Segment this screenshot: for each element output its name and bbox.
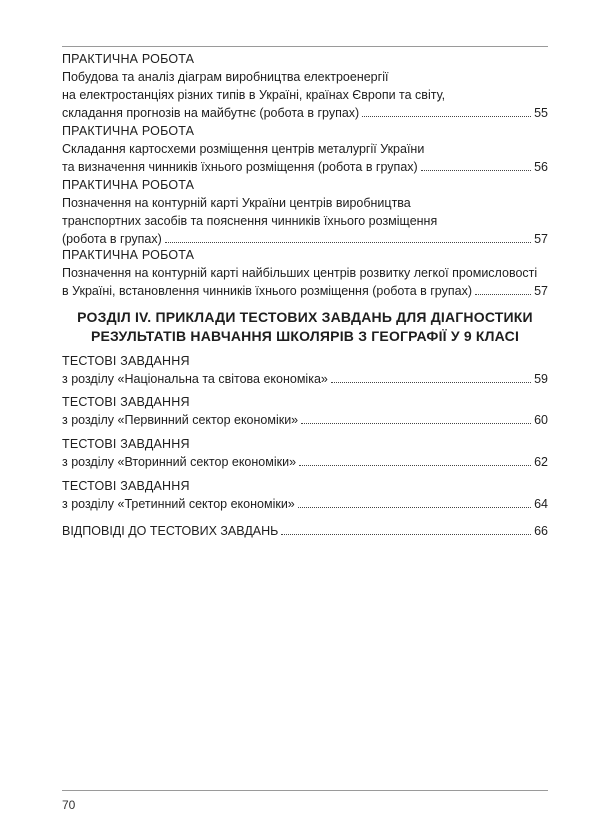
entry-text-line: на електростанціях різних типів в Україні, країнах Європи та світу, [62, 88, 446, 102]
top-rule [62, 46, 548, 47]
entry-heading: ПРАКТИЧНА РОБОТА [62, 52, 195, 66]
dot-leader [299, 465, 531, 466]
entry-text-line: (робота в групах) [62, 232, 162, 246]
page-ref: 57 [534, 284, 548, 298]
entry-text-line: та визначення чинників їхнього розміщення (робота в групах) [62, 160, 418, 174]
dot-leader [421, 170, 531, 171]
section-title-line: РЕЗУЛЬТАТІВ НАВЧАННЯ ШКОЛЯРІВ З ГЕОГРАФІЇ У 9 КЛАСІ [90, 328, 520, 344]
entry-last-line [62, 158, 548, 176]
entry-heading: ТЕСТОВІ ЗАВДАННЯ [62, 354, 190, 368]
dot-leader [301, 423, 531, 424]
entry-last-line [62, 453, 548, 471]
page-ref: 60 [534, 413, 548, 427]
section-title [62, 308, 548, 346]
entry-text-line: з розділу «Третинний сектор економіки» [62, 497, 295, 511]
page-ref: 57 [534, 232, 548, 246]
toc-entry-test-2[interactable] [62, 393, 548, 429]
toc-entry-test-1[interactable] [62, 352, 548, 388]
entry-text-line: в Україні, встановлення чинників їхнього розміщення (робота в групах) [62, 284, 472, 298]
entry-heading: ТЕСТОВІ ЗАВДАННЯ [62, 395, 190, 409]
toc-entry-practical-4[interactable] [62, 246, 548, 300]
toc-entry-practical-2[interactable] [62, 122, 548, 176]
entry-last-line [62, 495, 548, 513]
entry-last-line [62, 282, 548, 300]
entry-heading: ПРАКТИЧНА РОБОТА [62, 248, 195, 262]
dot-leader [331, 382, 531, 383]
entry-heading: ПРАКТИЧНА РОБОТА [62, 178, 195, 192]
toc-entry-test-3[interactable] [62, 435, 548, 471]
entry-text-line: ВІДПОВІДІ ДО ТЕСТОВИХ ЗАВДАНЬ [62, 524, 279, 538]
entry-last-line [62, 370, 548, 388]
page-ref: 62 [534, 455, 548, 469]
toc-entry-answers[interactable] [62, 522, 548, 540]
entry-heading: ТЕСТОВІ ЗАВДАННЯ [62, 437, 190, 451]
toc-entry-practical-3[interactable] [62, 176, 548, 248]
toc-entry-test-4[interactable] [62, 477, 548, 513]
toc-entry-practical-1[interactable] [62, 50, 548, 122]
page-ref: 64 [534, 497, 548, 511]
dot-leader [298, 507, 531, 508]
entry-text-line: Позначення на контурній карті України центрів виробництва [62, 196, 411, 210]
entry-text-line: транспортних засобів та пояснення чинників їхнього розміщення [62, 214, 438, 228]
entry-last-line [62, 411, 548, 429]
page-ref: 59 [534, 372, 548, 386]
page-ref: 66 [534, 524, 548, 538]
entry-text-line: складання прогнозів на майбутнє (робота в групах) [62, 106, 360, 120]
entry-text-line: Побудова та аналіз діаграм виробництва електроенергії [62, 70, 389, 84]
dot-leader [475, 294, 531, 295]
dot-leader [281, 534, 531, 535]
entry-heading: ТЕСТОВІ ЗАВДАННЯ [62, 479, 190, 493]
entry-last-line [62, 522, 548, 540]
entry-heading: ПРАКТИЧНА РОБОТА [62, 124, 195, 138]
entry-text-line: Позначення на контурній карті найбільших центрів розвитку легкої промисловості [62, 266, 538, 280]
bottom-rule [62, 790, 548, 791]
entry-text-line: з розділу «Національна та світова економіка» [62, 372, 328, 386]
page-number: 70 [62, 798, 76, 812]
section-title-line: РОЗДІЛ IV. ПРИКЛАДИ ТЕСТОВИХ ЗАВДАНЬ ДЛЯ ДІАГНОСТИКИ [77, 309, 533, 325]
entry-text-line: з розділу «Вторинний сектор економіки» [62, 455, 297, 469]
page-ref: 56 [534, 160, 548, 174]
entry-last-line [62, 104, 548, 122]
dot-leader [165, 242, 531, 243]
entry-text-line: Складання картосхеми розміщення центрів металургії України [62, 142, 425, 156]
page-ref: 55 [534, 106, 548, 120]
dot-leader [362, 116, 531, 117]
entry-text-line: з розділу «Первинний сектор економіки» [62, 413, 299, 427]
